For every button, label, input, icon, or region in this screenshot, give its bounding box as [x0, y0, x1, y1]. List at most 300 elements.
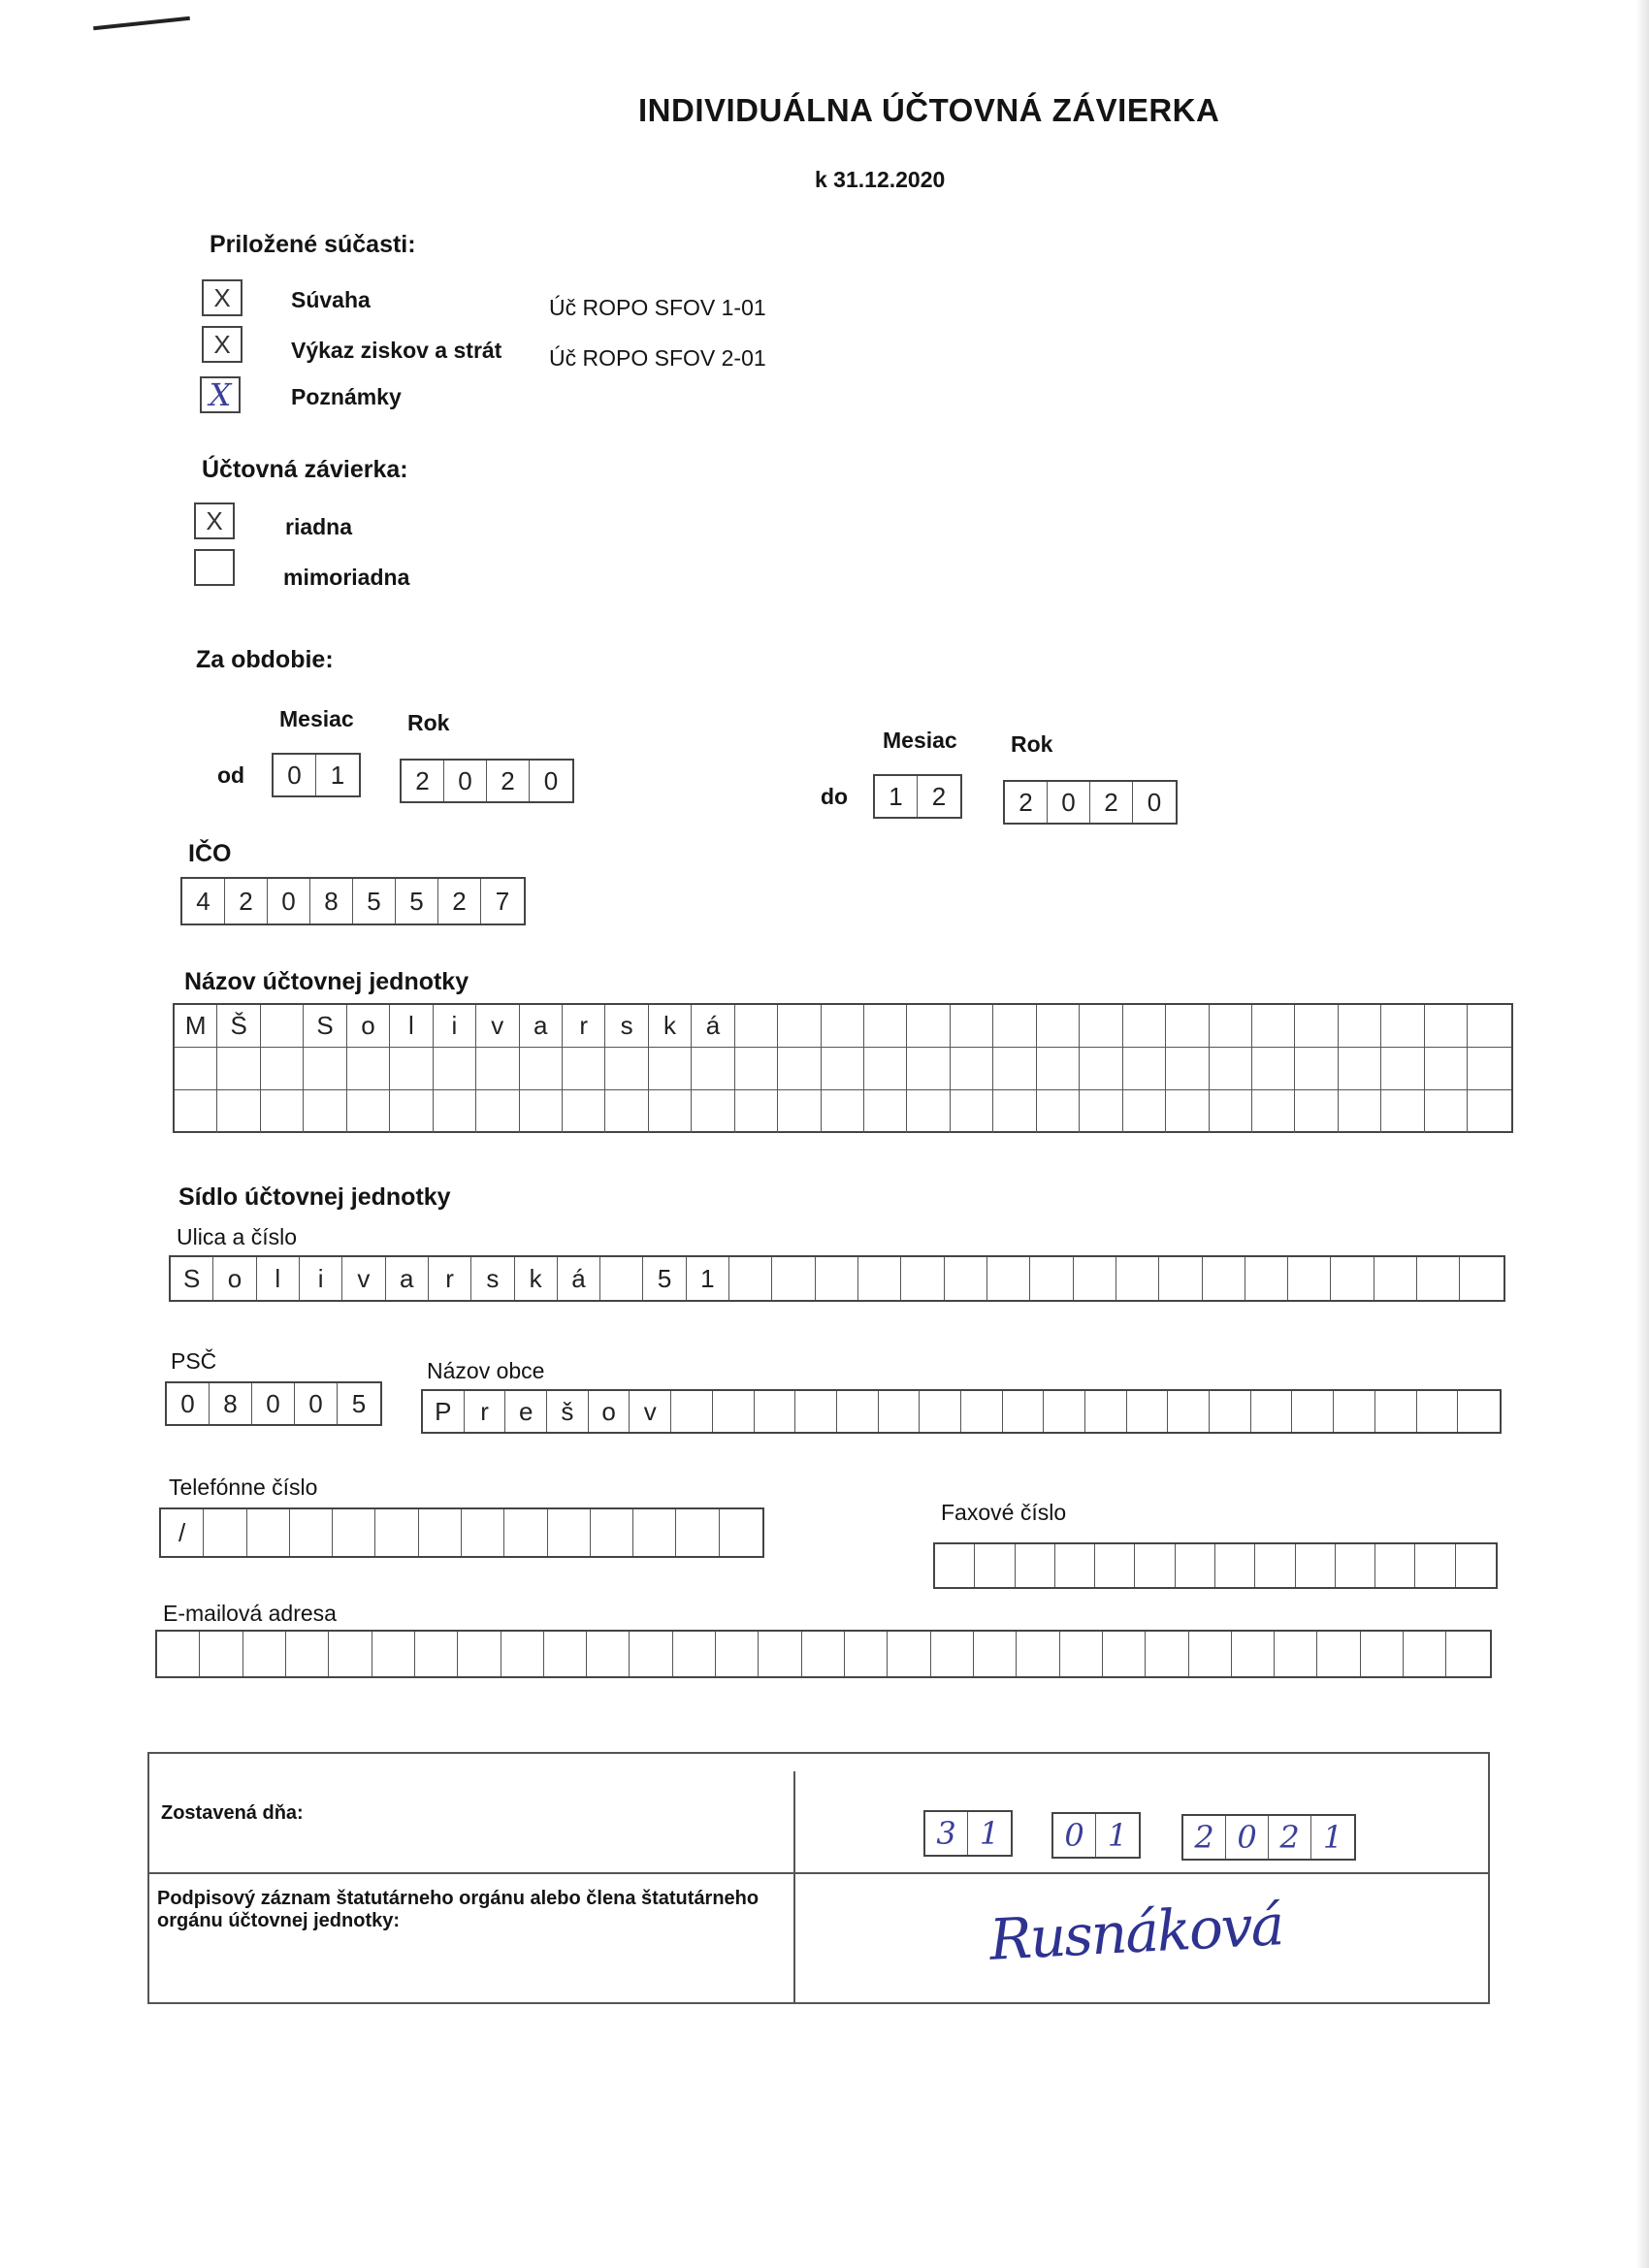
city-field[interactable]	[421, 1389, 1502, 1434]
char-cell: 5	[643, 1257, 686, 1300]
char-cell: P	[423, 1391, 465, 1432]
char-cell	[961, 1391, 1003, 1432]
psc-label: PSČ	[171, 1348, 217, 1374]
street-field[interactable]	[169, 1255, 1505, 1302]
char-cell	[755, 1391, 796, 1432]
char-cell	[458, 1632, 501, 1676]
char-cell	[1215, 1544, 1255, 1587]
char-cell: s	[605, 1005, 648, 1047]
char-cell	[1123, 1048, 1166, 1089]
char-cell	[759, 1632, 801, 1676]
char-cell	[649, 1090, 692, 1133]
closing-option-mimoriadna: mimoriadna	[283, 565, 410, 590]
char-cell	[605, 1048, 648, 1089]
char-cell: /	[161, 1509, 204, 1556]
char-cell	[476, 1090, 519, 1133]
char-cell: o	[347, 1005, 390, 1047]
checkbox-riadna[interactable]: X	[194, 502, 235, 539]
char-cell	[347, 1090, 390, 1133]
char-cell	[1016, 1544, 1055, 1587]
fax-field[interactable]	[933, 1542, 1498, 1589]
signature-table-divider	[793, 1771, 795, 2004]
char-cell	[1123, 1005, 1166, 1047]
char-cell	[286, 1632, 329, 1676]
char-cell	[1331, 1257, 1374, 1300]
char-cell	[247, 1509, 290, 1556]
char-cell: S	[171, 1257, 213, 1300]
date-year-digit: 0	[1226, 1816, 1269, 1859]
checkbox-mimoriadna[interactable]	[194, 549, 235, 586]
char-cell: l	[390, 1005, 433, 1047]
char-cell: M	[175, 1005, 217, 1047]
char-cell	[1017, 1632, 1059, 1676]
char-cell	[1381, 1048, 1424, 1089]
checkbox-vykaz[interactable]: X	[202, 326, 242, 363]
char-cell	[587, 1632, 630, 1676]
char-cell	[1381, 1090, 1424, 1133]
char-cell	[951, 1090, 993, 1133]
date-year-digit: 2	[1183, 1816, 1226, 1859]
char-cell	[1168, 1391, 1210, 1432]
char-cell: v	[476, 1005, 519, 1047]
from-year-digit: 0	[444, 761, 487, 801]
char-cell	[200, 1632, 242, 1676]
char-cell	[778, 1005, 821, 1047]
attachments-heading: Priložené súčasti:	[210, 231, 416, 258]
char-cell	[434, 1090, 476, 1133]
char-cell	[600, 1257, 643, 1300]
attachment-code-vykaz: Úč ROPO SFOV 2-01	[549, 345, 766, 371]
char-cell	[434, 1048, 476, 1089]
char-cell	[1074, 1257, 1116, 1300]
to-month-digit: 1	[875, 776, 918, 817]
checkbox-poznamky[interactable]: X	[200, 376, 241, 413]
char-cell	[1037, 1048, 1080, 1089]
attachment-label-vykaz: Výkaz ziskov a strát	[291, 338, 502, 363]
from-year-label: Rok	[407, 710, 450, 735]
char-cell	[720, 1509, 762, 1556]
char-cell: a	[386, 1257, 429, 1300]
char-cell	[1255, 1544, 1295, 1587]
char-cell	[945, 1257, 987, 1300]
char-cell	[907, 1048, 950, 1089]
handwritten-signature: Rusnáková	[987, 1892, 1284, 1973]
char-cell	[671, 1391, 713, 1432]
ico-digit: 8	[310, 879, 353, 923]
char-cell	[157, 1632, 200, 1676]
char-cell	[1251, 1391, 1293, 1432]
char-cell	[261, 1048, 304, 1089]
city-row	[423, 1391, 1500, 1432]
char-cell	[951, 1048, 993, 1089]
char-cell	[217, 1090, 260, 1133]
char-cell: v	[342, 1257, 385, 1300]
entity-name-row	[175, 1090, 1511, 1133]
char-cell	[1210, 1048, 1252, 1089]
char-cell	[1468, 1005, 1510, 1047]
char-cell	[802, 1632, 845, 1676]
char-cell	[1127, 1391, 1169, 1432]
entity-name-row	[175, 1005, 1511, 1048]
char-cell	[879, 1391, 921, 1432]
char-cell	[713, 1391, 755, 1432]
date-compiled-label: Zostavená dňa:	[161, 1802, 304, 1824]
char-cell	[1095, 1544, 1135, 1587]
char-cell	[1417, 1257, 1460, 1300]
char-cell	[1037, 1005, 1080, 1047]
char-cell	[822, 1048, 864, 1089]
char-cell	[816, 1257, 858, 1300]
char-cell	[1103, 1632, 1146, 1676]
char-cell	[1085, 1391, 1127, 1432]
date-day-digit: 3	[925, 1812, 968, 1855]
date-month-digit: 0	[1053, 1814, 1096, 1857]
char-cell	[261, 1090, 304, 1133]
char-cell	[858, 1257, 901, 1300]
address-heading: Sídlo účtovnej jednotky	[178, 1183, 451, 1211]
char-cell	[1375, 1544, 1415, 1587]
char-cell	[1252, 1090, 1295, 1133]
char-cell	[1275, 1632, 1317, 1676]
char-cell: r	[429, 1257, 471, 1300]
char-cell	[1295, 1005, 1338, 1047]
date-day-field[interactable]	[923, 1810, 1013, 1857]
char-cell	[243, 1632, 286, 1676]
char-cell	[735, 1048, 778, 1089]
char-cell: 1	[687, 1257, 729, 1300]
fax-row	[935, 1544, 1496, 1587]
char-cell	[1210, 1005, 1252, 1047]
char-cell: r	[563, 1005, 605, 1047]
char-cell: k	[649, 1005, 692, 1047]
char-cell	[1425, 1090, 1468, 1133]
char-cell	[347, 1048, 390, 1089]
char-cell	[975, 1544, 1015, 1587]
char-cell	[772, 1257, 815, 1300]
char-cell	[563, 1090, 605, 1133]
char-cell	[1460, 1257, 1503, 1300]
char-cell	[462, 1509, 504, 1556]
char-cell	[1339, 1048, 1381, 1089]
char-cell	[419, 1509, 462, 1556]
char-cell	[795, 1391, 837, 1432]
char-cell	[778, 1048, 821, 1089]
char-cell	[1060, 1632, 1103, 1676]
char-cell	[1166, 1005, 1209, 1047]
char-cell	[630, 1632, 672, 1676]
psc-digit: 0	[295, 1383, 338, 1424]
char-cell: S	[304, 1005, 346, 1047]
char-cell: i	[434, 1005, 476, 1047]
char-cell	[1135, 1544, 1175, 1587]
char-cell	[1252, 1048, 1295, 1089]
char-cell	[1146, 1632, 1188, 1676]
char-cell	[1037, 1090, 1080, 1133]
char-cell	[1189, 1632, 1232, 1676]
char-cell	[1210, 1391, 1251, 1432]
psc-digit: 0	[167, 1383, 210, 1424]
char-cell	[390, 1090, 433, 1133]
to-year-digit: 0	[1147, 787, 1162, 817]
char-cell: i	[300, 1257, 342, 1300]
char-cell	[935, 1544, 975, 1587]
phone-field[interactable]	[159, 1507, 764, 1558]
char-cell	[261, 1005, 304, 1047]
char-cell	[1336, 1544, 1375, 1587]
char-cell: l	[257, 1257, 300, 1300]
char-cell	[1404, 1632, 1446, 1676]
document-title: INDIVIDUÁLNA ÚČTOVNÁ ZÁVIERKA	[638, 92, 1220, 128]
psc-digit: 8	[210, 1383, 252, 1424]
from-month-digit: 1	[330, 760, 345, 790]
date-year-digit: 1	[1322, 1819, 1343, 1856]
char-cell: Š	[217, 1005, 260, 1047]
char-cell	[987, 1257, 1030, 1300]
document-date: k 31.12.2020	[815, 167, 946, 192]
psc-digit: 0	[252, 1383, 295, 1424]
char-cell	[864, 1005, 907, 1047]
char-cell	[837, 1391, 879, 1432]
phone-row	[161, 1509, 762, 1556]
char-cell	[901, 1257, 944, 1300]
closing-option-riadna: riadna	[285, 514, 353, 539]
to-year-digit: 2	[1090, 782, 1133, 823]
to-year-field[interactable]	[1003, 780, 1178, 825]
attachment-code-suvaha: Úč ROPO SFOV 1-01	[549, 295, 766, 320]
char-cell	[504, 1509, 547, 1556]
email-field[interactable]	[155, 1630, 1492, 1678]
char-cell	[501, 1632, 544, 1676]
signature-table	[147, 1752, 1490, 2004]
char-cell	[735, 1005, 778, 1047]
char-cell	[1044, 1391, 1085, 1432]
attachment-label-suvaha: Súvaha	[291, 287, 371, 312]
char-cell	[1080, 1005, 1122, 1047]
char-cell	[1159, 1257, 1202, 1300]
char-cell	[175, 1048, 217, 1089]
char-cell	[1080, 1048, 1122, 1089]
from-month-label: Mesiac	[279, 706, 354, 731]
closing-type-heading: Účtovná závierka:	[202, 456, 408, 483]
to-year-label: Rok	[1011, 731, 1053, 757]
char-cell	[1080, 1090, 1122, 1133]
entity-name-field[interactable]	[173, 1003, 1513, 1133]
date-year-digit: 2	[1269, 1816, 1311, 1859]
char-cell	[175, 1090, 217, 1133]
char-cell	[1339, 1090, 1381, 1133]
psc-digit: 5	[351, 1388, 367, 1418]
char-cell	[1339, 1005, 1381, 1047]
street-label: Ulica a číslo	[177, 1224, 297, 1249]
char-cell	[333, 1509, 375, 1556]
char-cell	[548, 1509, 591, 1556]
psc-field[interactable]	[165, 1381, 382, 1426]
period-heading: Za obdobie:	[196, 646, 334, 673]
char-cell	[415, 1632, 458, 1676]
char-cell	[520, 1048, 563, 1089]
from-month-digit: 0	[274, 755, 316, 795]
date-year-field[interactable]	[1181, 1814, 1356, 1861]
char-cell	[729, 1257, 772, 1300]
char-cell	[563, 1048, 605, 1089]
char-cell: r	[465, 1391, 506, 1432]
char-cell	[1288, 1257, 1331, 1300]
signature-record-label: Podpisový záznam štatutárneho orgánu alebo člena štatutárneho orgánu účtovnej jednotky:	[157, 1888, 760, 1931]
char-cell	[1203, 1257, 1245, 1300]
char-cell	[907, 1090, 950, 1133]
ico-digit: 0	[268, 879, 310, 923]
char-cell	[1456, 1544, 1496, 1587]
char-cell: š	[547, 1391, 589, 1432]
char-cell	[217, 1048, 260, 1089]
char-cell: o	[213, 1257, 256, 1300]
char-cell	[951, 1005, 993, 1047]
from-year-digit: 2	[487, 761, 530, 801]
char-cell	[329, 1632, 372, 1676]
char-cell	[304, 1048, 346, 1089]
char-cell	[1030, 1257, 1073, 1300]
email-label: E-mailová adresa	[163, 1601, 337, 1626]
char-cell	[1417, 1391, 1459, 1432]
phone-label: Telefónne číslo	[169, 1474, 318, 1500]
char-cell	[993, 1090, 1036, 1133]
char-cell	[204, 1509, 246, 1556]
char-cell	[1245, 1257, 1288, 1300]
from-year-digit: 2	[402, 761, 444, 801]
char-cell	[1292, 1391, 1334, 1432]
char-cell	[864, 1090, 907, 1133]
date-month-field[interactable]	[1051, 1812, 1141, 1859]
to-month-label: Mesiac	[883, 728, 957, 753]
char-cell	[520, 1090, 563, 1133]
char-cell	[1425, 1005, 1468, 1047]
char-cell	[1003, 1391, 1045, 1432]
char-cell	[993, 1048, 1036, 1089]
ico-digit: 4	[182, 879, 225, 923]
ico-label: IČO	[188, 840, 232, 867]
char-cell: k	[515, 1257, 558, 1300]
char-cell	[778, 1090, 821, 1133]
char-cell: á	[558, 1257, 600, 1300]
char-cell	[822, 1090, 864, 1133]
char-cell	[591, 1509, 633, 1556]
entity-name-row	[175, 1048, 1511, 1090]
to-month-digit: 2	[931, 781, 947, 811]
ico-digit: 7	[495, 886, 510, 916]
from-year-field[interactable]	[400, 759, 574, 803]
char-cell: á	[692, 1005, 734, 1047]
char-cell	[1317, 1632, 1360, 1676]
char-cell	[375, 1509, 418, 1556]
char-cell	[888, 1632, 930, 1676]
char-cell	[1232, 1632, 1275, 1676]
char-cell: e	[505, 1391, 547, 1432]
char-cell	[1116, 1257, 1159, 1300]
char-cell: a	[520, 1005, 563, 1047]
char-cell	[1166, 1048, 1209, 1089]
from-month-field[interactable]	[272, 753, 361, 797]
char-cell	[633, 1509, 676, 1556]
char-cell: v	[630, 1391, 671, 1432]
ico-digit: 2	[225, 879, 268, 923]
char-cell	[1375, 1391, 1417, 1432]
city-label: Názov obce	[427, 1358, 545, 1383]
char-cell	[845, 1632, 888, 1676]
from-label: od	[217, 762, 245, 788]
char-cell	[1446, 1632, 1489, 1676]
char-cell	[1458, 1391, 1500, 1432]
char-cell	[605, 1090, 648, 1133]
char-cell	[476, 1048, 519, 1089]
char-cell	[1055, 1544, 1095, 1587]
ico-digit: 5	[396, 879, 438, 923]
char-cell	[1176, 1544, 1215, 1587]
char-cell	[1295, 1090, 1338, 1133]
date-day-digit: 1	[979, 1815, 1000, 1852]
to-year-digit: 2	[1005, 782, 1048, 823]
street-row	[171, 1257, 1504, 1300]
char-cell: s	[471, 1257, 514, 1300]
char-cell	[372, 1632, 415, 1676]
char-cell	[692, 1090, 734, 1133]
char-cell	[931, 1632, 974, 1676]
entity-name-label: Názov účtovnej jednotky	[184, 968, 469, 995]
char-cell	[1361, 1632, 1404, 1676]
char-cell	[673, 1632, 716, 1676]
char-cell	[1166, 1090, 1209, 1133]
char-cell	[649, 1048, 692, 1089]
char-cell	[864, 1048, 907, 1089]
char-cell	[1468, 1090, 1510, 1133]
fax-label: Faxové číslo	[941, 1500, 1067, 1525]
char-cell	[1296, 1544, 1336, 1587]
checkbox-suvaha[interactable]: X	[202, 279, 242, 316]
date-month-digit: 1	[1107, 1817, 1128, 1854]
char-cell	[1425, 1048, 1468, 1089]
char-cell	[1252, 1005, 1295, 1047]
char-cell	[544, 1632, 587, 1676]
char-cell	[304, 1090, 346, 1133]
char-cell	[692, 1048, 734, 1089]
char-cell	[1210, 1090, 1252, 1133]
char-cell	[735, 1090, 778, 1133]
char-cell	[676, 1509, 719, 1556]
char-cell	[1123, 1090, 1166, 1133]
char-cell	[920, 1391, 961, 1432]
char-cell	[993, 1005, 1036, 1047]
to-month-field[interactable]	[873, 774, 962, 819]
char-cell	[1381, 1005, 1424, 1047]
from-year-digit: 0	[543, 765, 559, 795]
char-cell	[1334, 1391, 1375, 1432]
scan-edge-shadow	[1635, 0, 1649, 2268]
ico-field[interactable]	[180, 877, 526, 925]
char-cell	[974, 1632, 1017, 1676]
to-year-digit: 0	[1048, 782, 1090, 823]
to-label: do	[821, 784, 849, 809]
char-cell	[822, 1005, 864, 1047]
char-cell	[390, 1048, 433, 1089]
char-cell	[290, 1509, 333, 1556]
char-cell: o	[589, 1391, 630, 1432]
attachment-label-poznamky: Poznámky	[291, 384, 402, 409]
email-row	[157, 1632, 1490, 1676]
char-cell	[716, 1632, 759, 1676]
signature-table-divider	[147, 1872, 1490, 1874]
scan-mark	[93, 16, 190, 30]
char-cell	[1468, 1048, 1510, 1089]
ico-digit: 2	[438, 879, 481, 923]
